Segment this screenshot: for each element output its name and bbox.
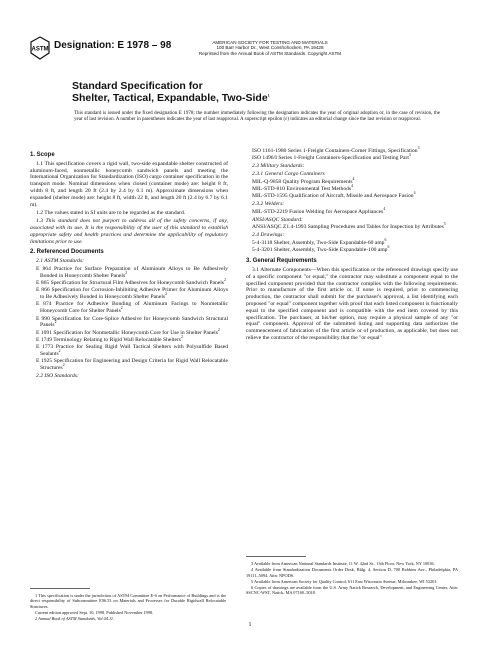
reference-text: 5-4-3201 Shelter, Assembly, Two-Side Expandable-100 amp bbox=[252, 247, 388, 254]
designation: Designation: E 1978 – 98 bbox=[54, 40, 172, 51]
footnote-marker: 4 bbox=[383, 207, 386, 212]
reference-entry bbox=[252, 222, 458, 231]
footnote-marker: 2 bbox=[165, 292, 167, 297]
page-number: 1 bbox=[248, 622, 252, 628]
footnote: Current edition approved Sept. 10, 1998. Published November 1998. bbox=[35, 609, 154, 615]
footnote-marker: 6 bbox=[387, 245, 390, 250]
reference-text: MIL-Q-9858 Quality Program Requirements bbox=[252, 178, 353, 185]
astm-reference-list bbox=[30, 266, 228, 372]
footnote-marker: 2 bbox=[217, 327, 220, 332]
reference-entry bbox=[36, 335, 228, 344]
reference-text: ISO 1496/I Series 1-Freight Containers-Specification and Testing Part bbox=[252, 155, 409, 162]
footnote: 4 Available from Standardization Documents Order Desk, Bldg. 4, Section D, 700 Robbins Ave., Philadelphia, PA 19111–5094. Attn: NPODS. bbox=[246, 567, 458, 578]
reference-entry bbox=[36, 315, 228, 330]
paragraph: 1.1 This specification covers a rigid wall, two-side expandable shelter constructed of aluminum-faced, nonmetallic honeycomb sandwich panels and meeting the International Organization for Standardization (ISO) cargo container specification in the transport mode. Nominal dimensions when closed (container mode) are: height 8 ft, width 8 ft, and length 20 ft (2.4 by 2.4 by 6.1 m). Approximate dimensions when expanded (shelter mode) are: height 8 ft, width 22 ft, and length 20 ft (2.4 by 6.7 by 6.1 m). bbox=[30, 160, 228, 208]
document-title bbox=[72, 80, 270, 104]
reference-entry bbox=[36, 344, 228, 358]
footnote: 1 This specification is under the jurisdiction of ASTM Committee E-6 on Performance of Buildings and is the direct responsibility of Subcommittee E06.53 on Materials and Processes for Durable Rigidwall Relocatable Structures. bbox=[30, 593, 226, 609]
footnote-rule-right bbox=[246, 556, 306, 557]
footnote-marker: 2 bbox=[223, 278, 226, 283]
subheading-ansi: ANSI/ASQC Standard: bbox=[252, 216, 303, 223]
reference-text: E 990 Specification for Core-Splice Adhesive for Honeycomb Sandwich Structural Panels bbox=[36, 315, 228, 329]
welders-reference-list bbox=[246, 209, 458, 216]
footnote: 2 Annual Book of ASTM Standards, Vol 04.11. bbox=[35, 616, 115, 622]
footnote-marker: 2 bbox=[181, 335, 183, 340]
footnote-marker: 2 bbox=[125, 270, 128, 275]
reference-text: E 1773 Practice for Sealing Rigid Wall Tactical Shelters with Polysulfide Based Sealants bbox=[36, 344, 228, 358]
subheading-iso: 2.2 ISO Standards: bbox=[36, 372, 79, 379]
reference-entry bbox=[36, 265, 228, 283]
right-column bbox=[246, 148, 458, 343]
svg-text:ASTM: ASTM bbox=[31, 46, 49, 53]
footnote: 5 Available from American Society for Quality Control, 611 East Wisconsin Avenue, Milwaukee, WI 53201. bbox=[251, 578, 438, 584]
subheading-welders: 2.3.2 Welders: bbox=[252, 201, 285, 208]
publisher-block bbox=[0, 40, 500, 56]
footnote: 3 Available from American National Standards Institute, 11 W. 42nd St., 13th Floor, New York, NY 10036. bbox=[251, 561, 435, 566]
reference-entry bbox=[252, 245, 458, 254]
reference-text: E 1749 Terminology Relating to Rigid Wall Relocatable Shelters bbox=[36, 336, 181, 343]
reference-entry bbox=[36, 301, 228, 315]
iso-reference-list bbox=[246, 148, 458, 162]
reference-text: ISO 1161-1980 Series 1-Freight Containers-Corner Fittings, Specification bbox=[252, 148, 418, 154]
reference-entry bbox=[36, 287, 228, 301]
section-heading-referenced-documents: 2. Referenced Documents bbox=[30, 249, 104, 256]
issuance-notice: This standard is issued under the fixed designation E 1978; the number immediately following the designation indicates the year of original adoption or, in the case of revision, the year of last revision. A number in parentheses indicates the year of last reapproval. A superscript epsilon (ε) indicates an editorial change since the last revision or reapproval. bbox=[74, 111, 440, 122]
subheading-drawings: 2.4 Drawings: bbox=[252, 232, 285, 239]
title-line-1: Standard Specification for bbox=[72, 80, 203, 92]
footnote-rule-left bbox=[30, 588, 90, 589]
footnote: 6 Copies of drawings are available from the U.S. Army Natick Research, Development, and Engineering Center, Attn: SSCNC-WST, Natick, MA 07160–5018. bbox=[246, 585, 458, 596]
footnotes-left bbox=[30, 593, 226, 622]
reference-text: E 864 Practice for Surface Preparation of Aluminum Alloys to Be Adhesively Bonded in Honeycomb Shelter Panels bbox=[36, 265, 228, 279]
section-heading-scope: 1. Scope bbox=[30, 152, 55, 158]
reference-entry bbox=[36, 278, 228, 287]
paragraph: 3.1 Alternate Components—When this specification or the referenced drawings specify use of a specific component "or equal," the contractor may substitute a component equal to the specified component provided that the contractor complies with the following requirements. Prior to manufacture of the first article or, if none is required, prior to commencing production, the contractor shall submit for the purchaser's approval, a list identifying each proposed "or equal" component together with proof that each listed component is functionally equal to the specified component and is compatible with the end item covered by this specification. The purchaser, at his/her option, may require a physical sample of any "or equal" component. Approval of the submitted listing and supporting data authorizes the commencement of fabrication of the first article or of production, as applicable, but does not relieve the contractor of the responsibility that the "or equal" bbox=[246, 266, 458, 341]
reference-text: MIL-STD-1595 Qualification of Aircraft, Missile and Aerospace Fusion bbox=[252, 193, 414, 200]
subheading-astm: 2.1 ASTM Standards: bbox=[36, 258, 85, 265]
footnote-marker: 4 bbox=[413, 191, 416, 196]
reference-entry bbox=[252, 238, 458, 247]
footnote-marker: 6 bbox=[384, 238, 387, 243]
footnote-marker: 2 bbox=[120, 306, 123, 311]
subheading-military: 2.3 Military Standards: bbox=[252, 163, 305, 170]
footnote-marker: 2 bbox=[62, 363, 65, 368]
reference-entry bbox=[252, 153, 458, 162]
reference-entry bbox=[36, 358, 228, 372]
reference-text: E 865 Specification for Structural Film Adhesives for Honeycomb Sandwich Panels bbox=[36, 280, 224, 287]
title-line-2: Shelter, Tactical, Expandable, Two-Side bbox=[72, 92, 268, 104]
reference-text: ANSI/ASQC Z1.4-1993 Sampling Procedures and Tables for Inspection by Attributes bbox=[252, 224, 444, 231]
publisher-line: AMERICAN SOCIETY FOR TESTING AND MATERIALS bbox=[212, 40, 328, 45]
reference-text: E 866 Specification for Corrosion-Inhibiting Adhesive Primer for Aluminum Alloys to Be Adhesively Bonded in Honeycomb Shelter Panels bbox=[36, 287, 228, 301]
footnote-marker: 4 bbox=[351, 184, 353, 189]
ansi-reference-list bbox=[246, 224, 458, 231]
section-heading-general-requirements: 3. General Requirements bbox=[246, 258, 317, 265]
paragraph-safety: 1.3 This standard does not purport to address all of the safety concerns, if any, associated with its use. It is the responsibility of the user of this standard to establish appropriate safety and health practices and determine the applicability of regulatory limitations prior to use. bbox=[30, 218, 228, 245]
reference-text: MIL-STD-810 Environmental Test Methods bbox=[252, 185, 352, 192]
subheading-general-cargo: 2.3.1 General Cargo Containers bbox=[252, 170, 325, 177]
paragraph: 1.2 The values stated in SI units are to be regarded as the standard. bbox=[36, 209, 186, 216]
reference-entry bbox=[252, 184, 458, 196]
drawings-reference-list bbox=[246, 240, 458, 254]
publisher-line: Reprinted from the Annual Book of ASTM Standards. Copyright ASTM bbox=[198, 50, 342, 56]
footnote-marker: 2 bbox=[58, 349, 61, 354]
footnote-marker: 5 bbox=[443, 222, 446, 227]
reference-text: E 1091 Specification for Nonmetallic Honeycomb Core for Use in Shelter Panels bbox=[36, 329, 218, 336]
publisher-line: 100 Barr Harbor Dr., West Conshohocken, PA 19428 bbox=[216, 45, 324, 51]
reference-text: MIL-STD-2219 Fusion Welding for Aerospace Appliances bbox=[252, 208, 384, 215]
title-footnote-marker: 1 bbox=[267, 93, 270, 98]
reference-entry bbox=[252, 191, 458, 200]
reference-text: 5-4-3118 Shelter, Assembly, Two-Side Expandable-60 amp bbox=[252, 240, 385, 247]
reference-entry bbox=[252, 207, 458, 216]
reference-entry bbox=[252, 146, 458, 158]
footnote-marker: 3 bbox=[417, 146, 420, 151]
footnote-marker: 2 bbox=[54, 320, 57, 325]
footnote-marker: 4 bbox=[352, 176, 355, 181]
footnote-marker: 3 bbox=[408, 153, 411, 158]
footnotes-right bbox=[246, 561, 458, 597]
reference-text: E 874 Practice for Adhesive Bonding of Aluminum Facings to Nonmetallic Honeycomb Core for Shelter Panels bbox=[36, 301, 228, 315]
reference-text: E 1925 Specification for Engineering and Design Criteria for Rigid Wall Relocatable Structures bbox=[36, 358, 228, 372]
left-column bbox=[30, 148, 228, 381]
military-reference-list bbox=[246, 176, 458, 200]
